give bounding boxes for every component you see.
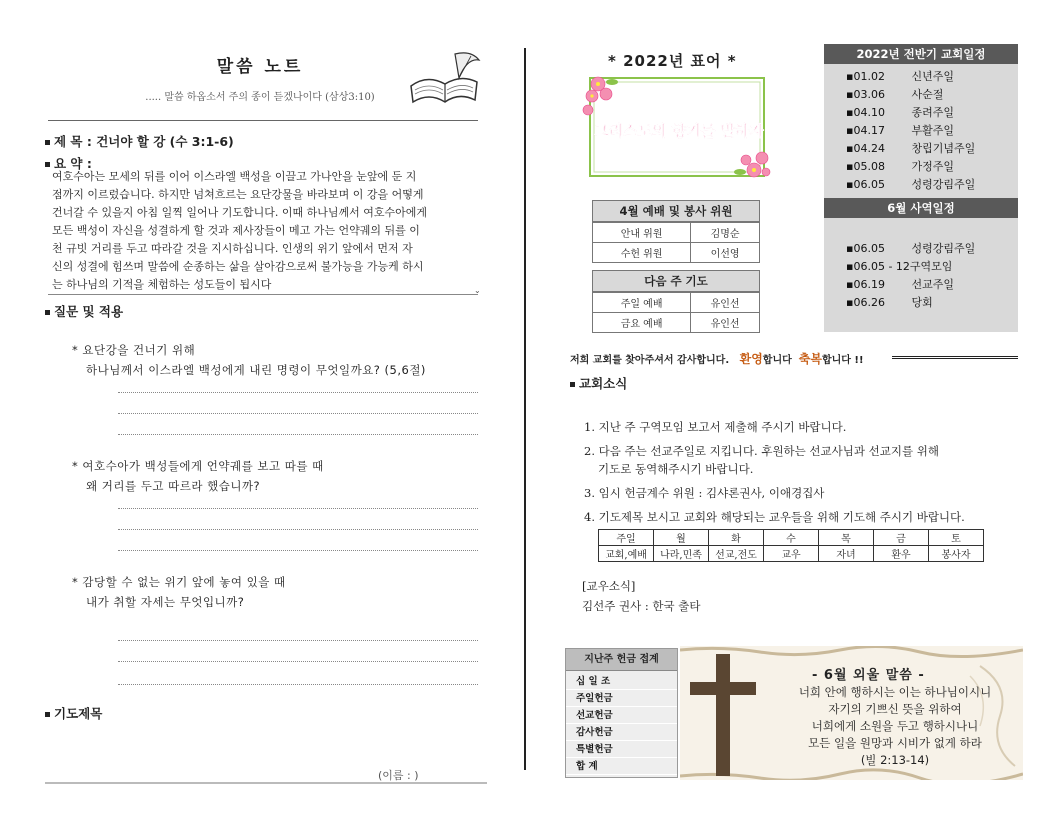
qa-heading-text: 질문 및 적용	[54, 304, 124, 319]
name-field[interactable]: (이름 : )	[378, 769, 419, 782]
schedule-date: 06.19	[853, 278, 885, 291]
open-book-icon	[405, 48, 485, 110]
news-num: 2.	[584, 444, 595, 458]
offering-row: 주일헌금	[566, 690, 677, 707]
schedule-item: ▪06.19 선교주일	[846, 276, 954, 294]
offering-row: 선교헌금	[566, 707, 677, 724]
schedule-event: 신년주일	[911, 70, 954, 83]
schedule-event: 성령강림주일	[911, 178, 976, 191]
news-text: 지난 주 구역모임 보고서 제출해 주시기 바랍니다.	[598, 420, 847, 434]
answer-line[interactable]	[118, 550, 478, 551]
schedule-item: ▪06.05 성령강림주일	[846, 240, 975, 258]
summary-text	[52, 168, 482, 294]
verse-line: 너희 안에 행하시는 이는 하나님이시니	[798, 685, 992, 699]
role-cell: 금요 예배	[593, 313, 691, 333]
motto-text: 그리스도의 향기를 발하자	[594, 122, 764, 140]
role-cell: 주일 예배	[593, 293, 691, 313]
news-text: 임시 헌금계수 위원 : 김샤론권사, 이애경집사	[598, 486, 825, 500]
schedule-item: ▪04.17 부활주일	[846, 122, 954, 140]
news-num: 4.	[584, 510, 595, 524]
schedule-event: 당회	[911, 296, 933, 309]
schedule-item: ▪04.24 창립기념주일	[846, 140, 975, 158]
answer-line[interactable]	[118, 392, 478, 393]
role-cell: 수헌 위원	[593, 243, 691, 263]
summary-end-mark: ⌄	[474, 286, 481, 295]
sermon-subject-text: 제 목 : 건너야 할 강 (수 3:1-6)	[54, 134, 234, 149]
topic-cell: 봉사자	[929, 546, 984, 562]
schedule-date: 05.08	[853, 160, 885, 173]
welcome-rule	[892, 356, 1018, 359]
verse-title: - 6월 외울 말씀 -	[812, 668, 925, 683]
table-row	[593, 293, 760, 313]
offering-row: 감사헌금	[566, 724, 677, 741]
service-committee-table	[592, 222, 760, 263]
weekly-prayer-table	[598, 529, 984, 562]
day-cell: 화	[709, 530, 764, 546]
news-item-3	[584, 484, 824, 502]
summary-line: 는 하나님의 기적을 체험하는 성도들이 됩시다	[52, 278, 272, 291]
role-cell: 안내 위원	[593, 223, 691, 243]
church-news-text: 교회소식	[579, 376, 628, 391]
schedule-date: 04.17	[853, 124, 885, 137]
topic-cell: 교회,예배	[599, 546, 654, 562]
day-cell: 금	[874, 530, 929, 546]
church-news-heading	[570, 374, 627, 392]
topic-cell: 선교,전도	[709, 546, 764, 562]
news-text: 다음 주는 선교주일로 지킵니다. 후원하는 선교사님과 선교지를 위해	[598, 444, 939, 458]
verse-line: 너희에게 소원을 두고 행하시나니	[811, 719, 979, 733]
schedule-event: 성령강림주일	[911, 242, 976, 255]
topic-cell: 나라,민족	[654, 546, 709, 562]
schedule-event: 종려주일	[911, 106, 954, 119]
offering-row: 합 계	[566, 758, 677, 775]
schedule-item: ▪04.10 종려주일	[846, 104, 954, 122]
schedule-date: 03.06	[853, 88, 885, 101]
table-row	[593, 313, 760, 333]
member-news	[582, 576, 700, 616]
offering-row: 십 일 조	[566, 673, 677, 690]
day-cell: 주일	[599, 530, 654, 546]
answer-line[interactable]	[118, 684, 478, 685]
header-rule	[48, 120, 478, 121]
schedule-item: ▪06.26 당회	[846, 294, 933, 312]
news-text: 기도제목 보시고 교회와 해당되는 교우들을 위해 기도해 주시기 바랍니다.	[598, 510, 965, 524]
blessing-highlight: 축복	[798, 352, 822, 366]
schedule-item: ▪06.05 - 12구역모임	[846, 260, 953, 273]
verse-reference: (빌 2:13-14)	[860, 753, 930, 767]
news-num: 3.	[584, 486, 595, 500]
summary-line: 모든 백성이 자신을 성결하게 할 것과 제사장들이 메고 가는 언약궤의 뒤를 이	[52, 224, 420, 237]
topic-cell: 교우	[764, 546, 819, 562]
sermon-subject	[45, 132, 234, 150]
schedule-event: 선교주일	[911, 278, 954, 291]
answer-line[interactable]	[118, 640, 478, 641]
summary-label-text: 요 약 :	[54, 156, 92, 171]
qa-heading	[45, 302, 123, 320]
verse-line: 모든 일을 원망과 시비가 없게 하라	[808, 736, 982, 750]
schedule-event: 부활주일	[911, 124, 954, 137]
question-line: 내가 취할 자세는 무엇입니까?	[86, 595, 245, 609]
year-motto-title: * 2022년 표어 *	[608, 52, 737, 70]
day-cell: 수	[764, 530, 819, 546]
answer-line[interactable]	[118, 434, 478, 435]
question-line: * 여호수아가 백성들에게 언약궤를 보고 따를 때	[72, 459, 324, 473]
prayer-topics-text: 기도제목	[54, 706, 103, 721]
name-cell: 유인선	[691, 313, 760, 333]
welcome-text: 합니다 !!	[821, 355, 864, 366]
schedule-h1-heading: 2022년 전반기 교회일정	[824, 44, 1018, 64]
welcome-text: 저희 교회를 찾아주셔서 감사합니다.	[570, 355, 730, 366]
motto-flower-frame	[582, 72, 772, 182]
next-week-prayer-heading: 다음 주 기도	[592, 270, 760, 292]
schedule-date: 01.02	[853, 70, 885, 83]
schedule-event: 사순절	[911, 88, 944, 101]
summary-line: 천 규빗 거리를 두고 따라갈 것을 지시하십니다. 인생의 위기 앞에서 먼저 자	[52, 242, 413, 255]
topic-cell: 자녀	[819, 546, 874, 562]
offering-heading: 지난주 헌금 접계	[566, 649, 677, 671]
question-line: 왜 거리를 두고 따르라 했습니까?	[86, 479, 261, 493]
verse-text	[770, 684, 1020, 769]
table-row	[599, 546, 984, 562]
member-news-text: 김선주 권사 : 한국 출타	[582, 599, 701, 613]
table-row	[593, 243, 760, 263]
summary-rule	[48, 294, 478, 295]
summary-line: 건너갈 수 있을지 아침 일찍 일어나 기도합니다. 이때 하나님께서 여호수아에게	[52, 206, 427, 219]
news-text: 기도로 동역해주시기 바랍니다.	[598, 462, 754, 476]
question-1	[72, 340, 492, 380]
offering-panel	[565, 648, 678, 778]
question-line: * 요단강을 건너기 위해	[72, 343, 196, 357]
page-title: 말씀 노트	[216, 57, 304, 77]
welcome-text: 합니다	[762, 355, 792, 366]
news-item-2	[584, 442, 939, 478]
welcome-highlight: 환영	[739, 352, 763, 366]
news-item-1	[584, 418, 846, 436]
day-cell: 토	[929, 530, 984, 546]
answer-line[interactable]	[118, 413, 478, 414]
name-cell: 김명순	[691, 223, 760, 243]
schedule-june-heading: 6월 사역일정	[824, 198, 1018, 218]
prayer-topics-heading	[45, 704, 102, 722]
schedule-panel	[824, 44, 1018, 332]
news-item-4	[584, 508, 965, 526]
table-row	[599, 530, 984, 546]
schedule-item: ▪05.08 가정주일	[846, 158, 954, 176]
summary-line: 신의 성결에 힘쓰며 말씀에 순종하는 삶을 살아감으로써 불가능을 가능케 하시	[52, 260, 424, 273]
schedule-date: 06.26	[853, 296, 885, 309]
summary-line: 여호수아는 모세의 뒤를 이어 이스라엘 백성을 이끌고 가나안을 눈앞에 둔 지	[52, 170, 417, 183]
next-week-prayer-table	[592, 292, 760, 333]
service-committee-heading: 4월 예배 및 봉사 위원	[592, 200, 760, 222]
verse-line: 자기의 기쁘신 뜻을 위하여	[828, 702, 962, 716]
page-subtitle: ..... 말씀 하옵소서 주의 종이 듣겠나이다 (삼상3:10)	[145, 92, 375, 103]
schedule-date: 04.10	[853, 106, 885, 119]
schedule-event: 12구역모임	[895, 260, 953, 273]
name-cell: 유인선	[691, 293, 760, 313]
question-3	[72, 572, 492, 612]
schedule-item: ▪06.05 성령강림주일	[846, 176, 975, 194]
page-divider	[524, 48, 526, 770]
question-2	[72, 456, 492, 496]
table-row	[593, 223, 760, 243]
schedule-date: 06.05	[853, 242, 885, 255]
schedule-date: 06.05	[853, 178, 885, 191]
offering-row: 특별헌금	[566, 741, 677, 758]
schedule-event: 창립기념주일	[911, 142, 976, 155]
welcome-message	[570, 350, 864, 367]
topic-cell: 환우	[874, 546, 929, 562]
schedule-date: 04.24	[853, 142, 885, 155]
news-num: 1.	[584, 420, 595, 434]
question-line: * 감당할 수 없는 위기 앞에 놓여 있을 때	[72, 575, 286, 589]
schedule-date: 06.05 -	[853, 260, 896, 273]
answer-line[interactable]	[118, 529, 478, 530]
name-cell: 이선영	[691, 243, 760, 263]
answer-line[interactable]	[118, 661, 478, 662]
summary-line: 점까지 이르렀습니다. 하지만 넘쳐흐르는 요단강물을 바라보며 이 강을 어떻게	[52, 188, 424, 201]
day-cell: 목	[819, 530, 874, 546]
member-news-title: [교우소식]	[582, 579, 636, 593]
answer-line[interactable]	[118, 508, 478, 509]
question-line: 하나님께서 이스라엘 백성에게 내린 명령이 무엇일까요? (5,6절)	[86, 363, 426, 377]
day-cell: 월	[654, 530, 709, 546]
footer-rule	[45, 782, 487, 784]
schedule-item: ▪01.02 신년주일	[846, 68, 954, 86]
schedule-item: ▪03.06 사순절	[846, 86, 943, 104]
schedule-event: 가정주일	[911, 160, 954, 173]
